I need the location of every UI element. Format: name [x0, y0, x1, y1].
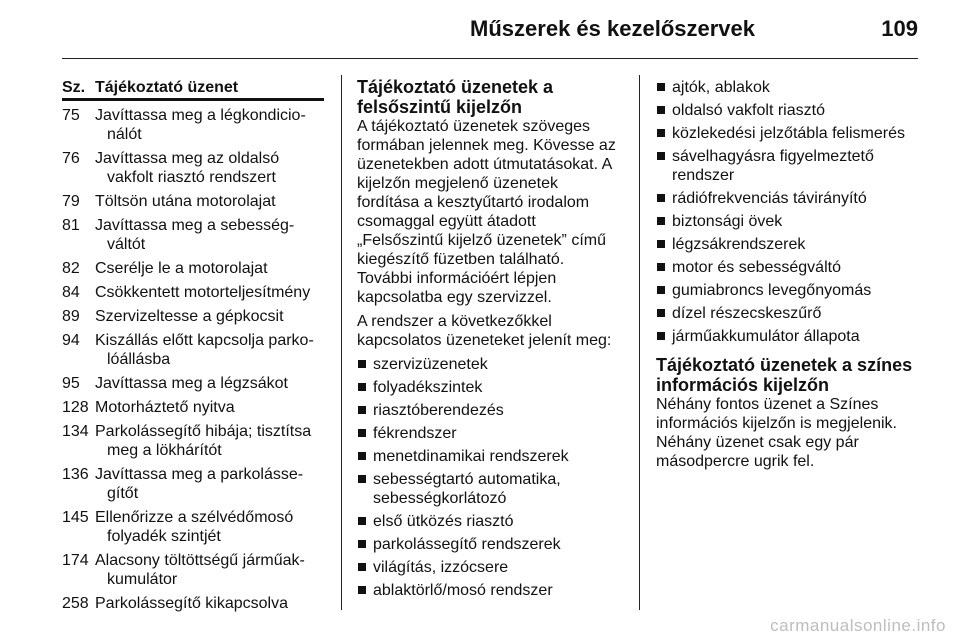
column-header-message: Tájékoztató üzenet [95, 79, 239, 96]
row-message-line: kumulátor [107, 571, 178, 588]
row-number: 89 [62, 308, 80, 325]
bullet-square-icon [657, 240, 665, 248]
row-number: 84 [62, 284, 80, 301]
text-line: kapcsolatba egy szervizzel. [357, 289, 552, 306]
row-message [95, 307, 324, 326]
list-item [656, 212, 926, 231]
table-row [62, 106, 324, 144]
text-line: Néhány üzenet csak egy pár [656, 434, 859, 451]
section-heading: Tájékoztató üzenetek a színes információs kijelzőn [656, 355, 913, 395]
row-number: 145 [62, 509, 89, 526]
row-message [95, 422, 324, 460]
bullet-square-icon [657, 152, 665, 160]
bullet-square-icon [657, 286, 665, 294]
row-number: 76 [62, 150, 80, 167]
row-number: 128 [62, 399, 89, 416]
list-item [656, 281, 926, 300]
table-row [62, 192, 324, 211]
list-item-line: menetdinamikai rendszerek [373, 448, 569, 465]
watermark: carmanualsonline.info [770, 616, 946, 635]
list-item-line: rendszer [672, 167, 735, 184]
text-line: kijelzőn megjelenő üzenetek [357, 175, 559, 192]
bullet-list [357, 355, 627, 600]
row-number: 95 [62, 375, 80, 392]
list-item-line: szervizüzenetek [373, 356, 488, 373]
list-item-line: fékrendszer [373, 425, 457, 442]
table-row [62, 398, 324, 417]
row-message [95, 106, 324, 144]
row-message-line: gítőt [107, 485, 139, 502]
row-message [95, 192, 324, 211]
row-message-line: Javíttassa meg a sebesség- [95, 217, 295, 234]
row-message [95, 551, 324, 589]
list-item-line: oldalsó vakfolt riasztó [672, 102, 825, 119]
bullet-square-icon [657, 106, 665, 114]
table-row [62, 422, 324, 460]
row-message-line: Kiszállás előtt kapcsolja parko- [95, 332, 314, 349]
list-item [656, 78, 926, 97]
row-message-line: Ellenőrizze a szélvédőmosó [95, 509, 294, 526]
row-message-line: Szervizeltesse a gépkocsit [95, 308, 284, 325]
row-message-line: Javíttassa meg az oldalsó [95, 150, 280, 167]
table-row [62, 374, 324, 393]
message-table [62, 75, 324, 613]
table-row [62, 259, 324, 278]
list-item-line: ajtók, ablakok [672, 79, 770, 96]
text-line: másodpercre ugrik fel. [656, 453, 815, 470]
bullet-square-icon [358, 540, 366, 548]
row-number: 94 [62, 332, 80, 349]
row-number: 134 [62, 423, 89, 440]
row-message-line: folyadék szintjét [107, 528, 221, 545]
row-message-line: meg a lökhárítót [107, 442, 222, 459]
list-item [656, 327, 926, 346]
list-item [357, 401, 627, 420]
list-item [357, 470, 627, 508]
list-item-line: sávelhagyásra figyelmeztető [672, 148, 874, 165]
list-item [656, 147, 926, 185]
row-number: 82 [62, 260, 80, 277]
bullet-list [656, 78, 926, 346]
text-line: fordítása a kesztyűtartó irodalom [357, 194, 590, 211]
bullet-square-icon [657, 309, 665, 317]
list-item [656, 235, 926, 254]
row-message-line: Cserélje le a motorolajat [95, 260, 268, 277]
bullet-square-icon [657, 332, 665, 340]
bullet-square-icon [657, 194, 665, 202]
bullet-square-icon [358, 429, 366, 437]
table-row [62, 551, 324, 589]
list-item-line: világítás, izzócsere [373, 559, 509, 576]
list-item [656, 189, 926, 208]
paragraph [656, 395, 926, 471]
table-row [62, 149, 324, 187]
row-message-line: nálót [107, 126, 142, 143]
list-item [357, 558, 627, 577]
row-message [95, 259, 324, 278]
paragraph [357, 312, 627, 350]
list-item [357, 512, 627, 531]
page-number: 109 [881, 16, 918, 41]
list-item [656, 304, 926, 323]
column-header-number: Sz. [62, 79, 86, 96]
bullet-square-icon [358, 360, 366, 368]
column-divider [639, 75, 640, 610]
table-header [62, 78, 324, 101]
table-row [62, 283, 324, 302]
bullet-square-icon [358, 383, 366, 391]
list-item [656, 124, 926, 143]
row-message-line: vakfolt riasztó rendszert [107, 169, 276, 186]
bullet-square-icon [358, 586, 366, 594]
list-item [357, 581, 627, 600]
row-message [95, 508, 324, 546]
row-number: 174 [62, 552, 89, 569]
text-line: További információért lépjen [357, 270, 557, 287]
list-item-line: ablaktörlő/mosó rendszer [373, 582, 553, 599]
row-message-line: lóállásba [107, 351, 171, 368]
row-message [95, 216, 324, 254]
text-line: A tájékoztató üzenetek szöveges [357, 118, 591, 135]
text-line: Néhány fontos üzenet a Színes [656, 396, 879, 413]
paragraph [357, 117, 627, 307]
table-row [62, 465, 324, 503]
list-item-line: dízel részecskeszűrő [672, 305, 822, 322]
header-divider [62, 58, 918, 59]
list-item-line: motor és sebességváltó [672, 259, 841, 276]
page-title: Műszerek és kezelőszervek [470, 16, 755, 41]
row-message [95, 374, 324, 393]
row-message-line: Motorháztető nyitva [95, 399, 235, 416]
table-row [62, 508, 324, 546]
bullet-square-icon [657, 83, 665, 91]
row-number: 81 [62, 217, 80, 234]
bullet-square-icon [358, 406, 366, 414]
row-message [95, 149, 324, 187]
row-message [95, 331, 324, 369]
row-number: 79 [62, 193, 80, 210]
list-item-line: közlekedési jelzőtábla felismerés [672, 125, 905, 142]
list-item [656, 101, 926, 120]
bullet-square-icon [657, 263, 665, 271]
list-item [357, 355, 627, 374]
text-line: „Felsőszintű kijelző üzenetek” című [357, 232, 606, 249]
row-message-line: Javíttassa meg a parkolásse- [95, 466, 304, 483]
list-item-line: első ütközés riasztó [373, 513, 514, 530]
table-row [62, 331, 324, 369]
section-top-display-messages [357, 75, 627, 600]
text-line: csomaggal együtt átadott [357, 213, 536, 230]
bullet-square-icon [657, 129, 665, 137]
row-message-line: Javíttassa meg a légkondicio- [95, 107, 306, 124]
row-message [95, 398, 324, 417]
text-line: kiegészítő füzetben található. [357, 251, 565, 268]
row-message-line: Parkolássegítő hibája; tisztítsa [95, 423, 312, 440]
row-message [95, 465, 324, 503]
row-message [95, 594, 324, 613]
text-line: formában jelennek meg. Kövesse az [357, 137, 616, 154]
row-message-line: Csökkentett motorteljesítmény [95, 284, 311, 301]
row-number: 136 [62, 466, 89, 483]
column-divider [341, 75, 342, 610]
list-item [357, 378, 627, 397]
table-row [62, 216, 324, 254]
text-line: kapcsolatos üzeneteket jelenít meg: [357, 332, 612, 349]
bullet-square-icon [358, 517, 366, 525]
section-heading: Tájékoztató üzenetek a felsőszintű kijelzőn [357, 77, 554, 117]
bullet-square-icon [358, 475, 366, 483]
list-item-line: sebességtartó automatika, [373, 471, 561, 488]
bullet-square-icon [358, 563, 366, 571]
list-item [357, 447, 627, 466]
list-item-line: rádiófrekvenciás távirányító [672, 190, 867, 207]
bullet-square-icon [657, 217, 665, 225]
list-item-line: gumiabroncs levegőnyomás [672, 282, 872, 299]
bullet-square-icon [358, 452, 366, 460]
text-line: üzenetekben adott útmutatásokat. A [357, 156, 613, 173]
list-item [357, 535, 627, 554]
table-row [62, 307, 324, 326]
row-message-line: Javíttassa meg a légzsákot [95, 375, 288, 392]
list-item-line: folyadékszintek [373, 379, 483, 396]
table-body [62, 106, 324, 613]
row-message-line: Parkolássegítő kikapcsolva [95, 595, 288, 612]
list-item-line: járműakkumulátor állapota [672, 328, 860, 345]
table-row [62, 594, 324, 613]
list-item [357, 424, 627, 443]
list-item-line: sebességkorlátozó [373, 490, 507, 507]
list-item-line: légzsákrendszerek [672, 236, 806, 253]
row-message-line: váltót [107, 236, 146, 253]
text-line: információs kijelzőn is megjelenik. [656, 415, 897, 432]
list-item-line: parkolássegítő rendszerek [373, 536, 561, 553]
list-item [656, 258, 926, 277]
row-number: 258 [62, 595, 89, 612]
section-color-display-messages [656, 75, 926, 476]
list-item-line: riasztóberendezés [373, 402, 504, 419]
list-item-line: biztonsági övek [672, 213, 783, 230]
row-number: 75 [62, 107, 80, 124]
row-message-line: Alacsony töltöttségű járműak- [95, 552, 305, 569]
row-message-line: Töltsön utána motorolajat [95, 193, 276, 210]
text-line: A rendszer a következőkkel [357, 313, 552, 330]
row-message [95, 283, 324, 302]
